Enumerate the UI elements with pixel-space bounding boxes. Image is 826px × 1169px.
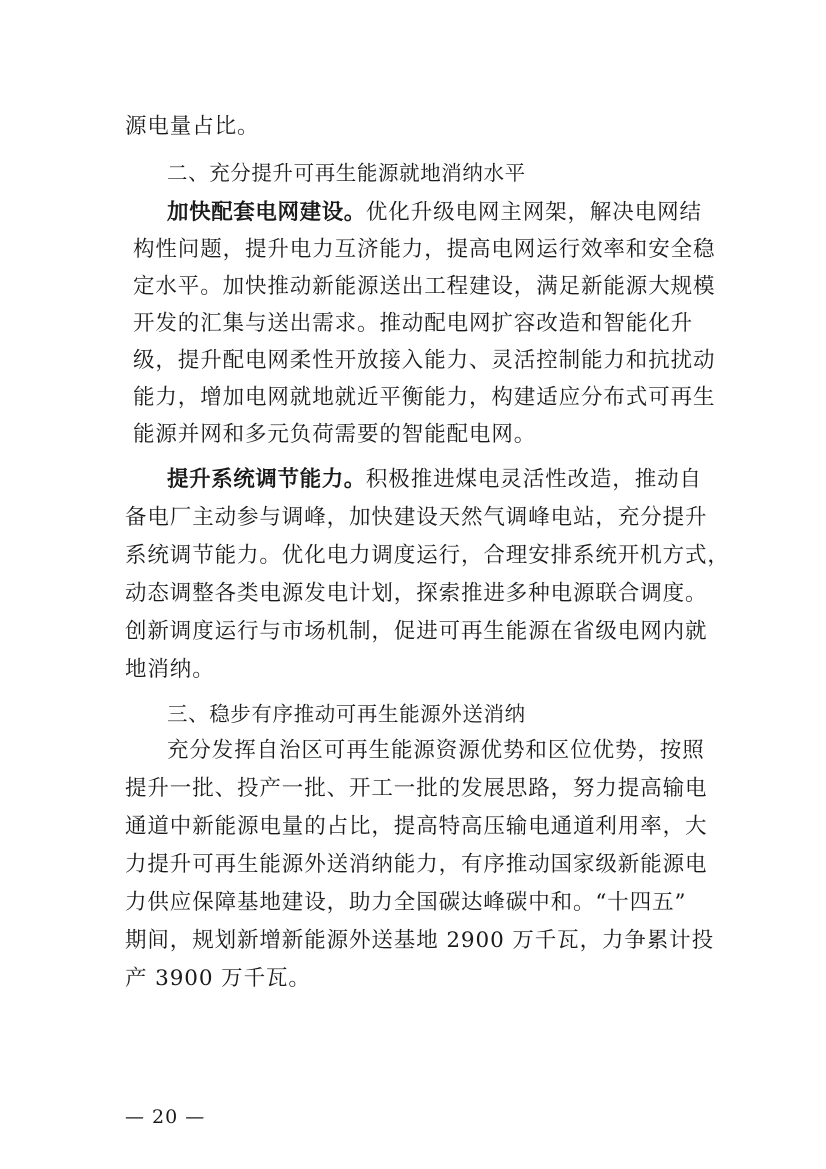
page-number: — 20 — [125,1106,206,1128]
paragraph-line: 充分发挥自治区可再生能源资源优势和区位优势，按照 [167,738,705,763]
paragraph-line: 系统调节能力。优化电力调度运行，合理安排系统开机方式， [125,543,730,568]
paragraph-line: 能力，增加电网就地就近平衡能力，构建适应分布式可再生 [133,385,716,410]
paragraph-line: 能源并网和多元负荷需要的智能配电网。 [133,422,537,447]
paragraph-line: 源电量占比。 [125,114,260,139]
paragraph-lead: 加快配套电网建设。 [167,200,366,225]
paragraph-line: 力供应保障基地建设，助力全国碳达峰碳中和。“十四五” [125,890,687,915]
section-heading: 三、稳步有序推动可再生能源外送消纳 [167,702,526,726]
paragraph-line: 定水平。加快推动新能源送出工程建设，满足新能源大规模 [133,274,716,299]
paragraph-line: 力提升可再生能源外送消纳能力，有序推动国家级新能源电 [125,852,708,877]
paragraph-line: 产 3900 万千瓦。 [125,966,311,991]
paragraph-line: 创新调度运行与市场机制，促进可再生能源在省级电网内就 [125,619,708,644]
paragraph-line: 通道中新能源电量的占比，提高特高压输电通道利用率，大 [125,814,708,839]
section-heading: 二、充分提升可再生能源就地消纳水平 [167,161,526,185]
paragraph-line: 构性问题，提升电力互济能力，提高电网运行效率和安全稳 [133,237,716,262]
paragraph-lead: 提升系统调节能力。 [167,467,366,492]
paragraph-line: 提升一批、投产一批、开工一批的发展思路，努力提高输电 [125,776,708,801]
paragraph-line: 开发的汇集与送出需求。推动配电网扩容改造和智能化升 [133,311,694,336]
paragraph-line: 期间，规划新增新能源外送基地 2900 万千瓦，力争累计投 [125,928,714,953]
paragraph-line: 地消纳。 [125,657,215,682]
paragraph-line: 动态调整各类电源发电计划，探索推进多种电源联合调度。 [125,581,708,606]
paragraph-line: 加快配套电网建设。优化升级电网主网架，解决电网结 [167,200,702,225]
paragraph-line: 备电厂主动参与调峰，加快建设天然气调峰电站，充分提升 [125,505,708,530]
paragraph-line: 提升系统调节能力。积极推进煤电灵活性改造，推动自 [167,467,702,492]
paragraph-line: 级，提升配电网柔性开放接入能力、灵活控制能力和抗扰动 [133,348,716,373]
